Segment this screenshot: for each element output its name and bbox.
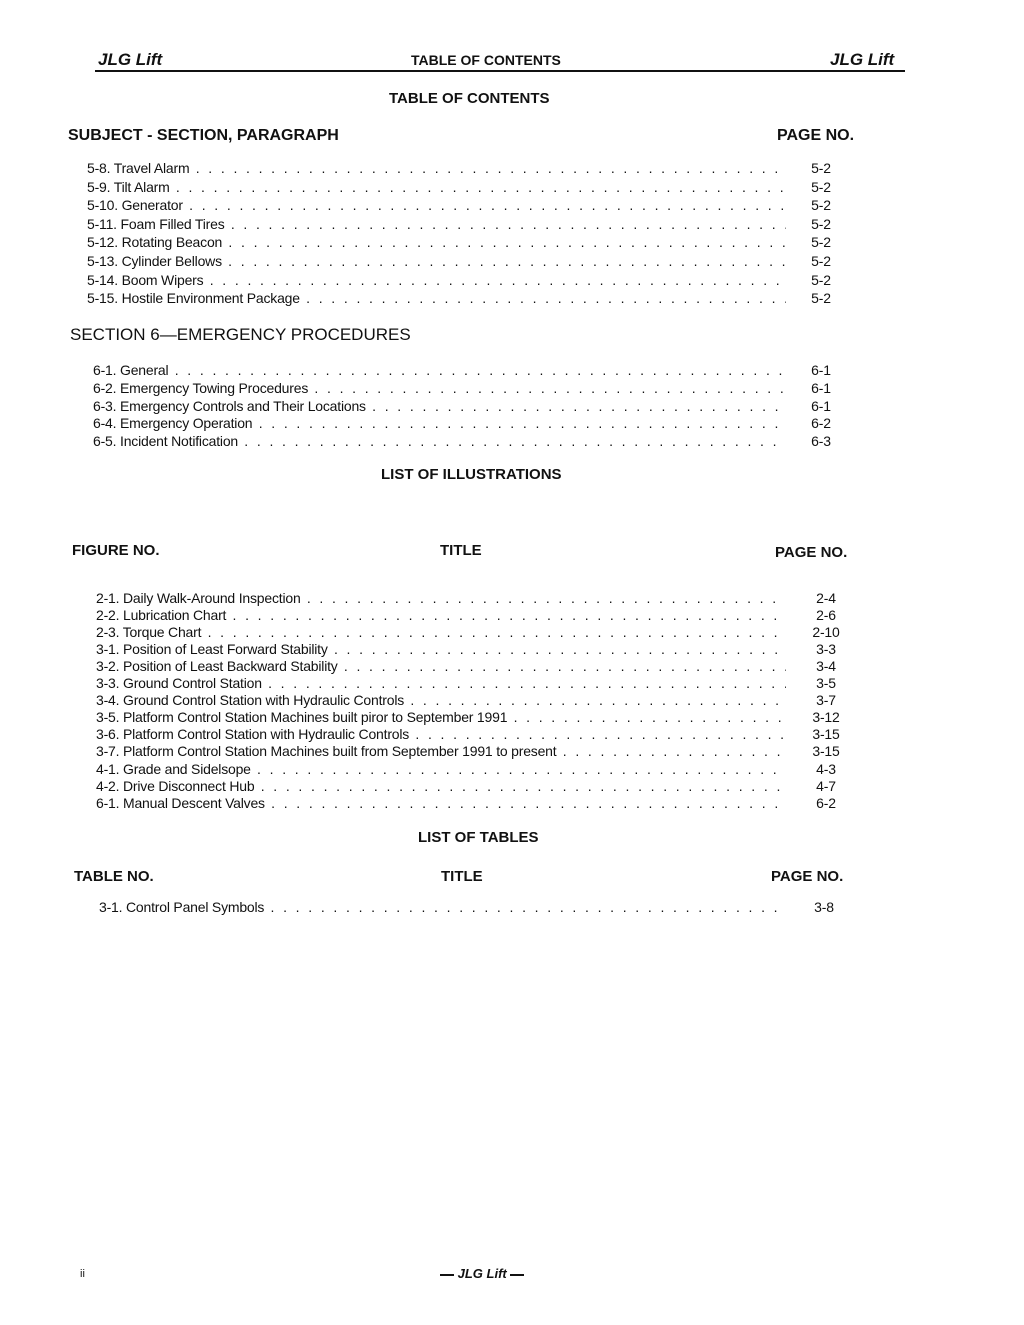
footer-page-number: ii <box>80 1268 85 1280</box>
table-entry-label: 3-1. Control Panel Symbols . . . <box>99 899 786 915</box>
toc-entry-label: 5-12. Rotating Beacon . . . <box>87 234 786 250</box>
illustrations-col-title: TITLE <box>440 542 482 559</box>
illustration-entry <box>96 761 853 778</box>
illustration-entry-label: 2-2. Lubrication Chart . . . <box>96 607 786 623</box>
illustration-entry-page: 3-12 <box>812 709 840 726</box>
toc-entry <box>93 433 848 450</box>
toc-entry-page: 6-3 <box>811 433 831 450</box>
illustration-entry-page: 4-3 <box>816 760 836 777</box>
illustration-entry <box>96 641 853 658</box>
illustration-entry-label: 2-1. Daily Walk-Around Inspection . . . <box>96 590 786 606</box>
toc-col-subject: SUBJECT - SECTION, PARAGRAPH <box>68 127 339 144</box>
toc-entry <box>87 197 848 214</box>
toc-entry-label: 5-11. Foam Filled Tires . . . <box>87 216 786 232</box>
illustration-entry-label: 3-2. Position of Least Backward Stability . . . <box>96 658 786 674</box>
illustration-entry <box>96 778 853 795</box>
toc-heading: TABLE OF CONTENTS <box>389 90 550 107</box>
illustration-entry <box>96 658 853 675</box>
header-title: TABLE OF CONTENTS <box>411 52 561 68</box>
toc-entry-page: 5-2 <box>811 178 831 195</box>
toc-entry-page: 5-2 <box>811 253 831 269</box>
toc-entry <box>87 216 848 233</box>
toc-entry <box>87 272 848 289</box>
toc-entry-label: 5-9. Tilt Alarm . . . <box>87 179 786 195</box>
illustrations-col-page: PAGE NO. <box>775 544 848 561</box>
toc-entry-label: 5-14. Boom Wipers . . . <box>87 272 786 288</box>
toc-entry-page: 5-2 <box>811 160 831 176</box>
illustration-entry-page: 3-7 <box>816 692 836 709</box>
illustration-entry-page: 2-10 <box>812 624 840 641</box>
illustration-entry <box>96 795 853 812</box>
illustrations-col-figure: FIGURE NO. <box>72 542 160 559</box>
illustration-entry-page: 3-5 <box>816 675 836 692</box>
illustration-entry-label: 2-3. Torque Chart . . . <box>96 624 786 640</box>
illustrations-heading: LIST OF ILLUSTRATIONS <box>381 466 562 483</box>
tables-col-table: TABLE NO. <box>74 868 154 885</box>
toc-entry-label: 6-1. General . . . <box>93 362 786 378</box>
toc-entry <box>87 290 848 307</box>
toc-entry-page: 5-2 <box>811 271 831 288</box>
illustration-entry-label: 6-1. Manual Descent Valves . . . <box>96 795 786 811</box>
illustration-entry-page: 3-15 <box>812 726 840 743</box>
illustration-entry-label: 3-1. Position of Least Forward Stability . . . <box>96 641 786 657</box>
toc-entry-page: 6-1 <box>811 397 831 414</box>
illustration-entry <box>96 624 853 641</box>
header-rule <box>95 70 905 72</box>
toc-entry <box>87 179 848 196</box>
toc-entry-page: 5-2 <box>811 215 831 232</box>
illustration-entry-label: 3-4. Ground Control Station with Hydraulic Controls . . . <box>96 692 786 708</box>
toc-entry-page: 5-2 <box>811 290 831 307</box>
toc-entry-page: 6-1 <box>811 362 831 378</box>
toc-entry-label: 6-2. Emergency Towing Procedures . . . <box>93 380 786 396</box>
illustration-entry-label: 4-2. Drive Disconnect Hub . . . <box>96 778 786 794</box>
toc-entry-label: 6-5. Incident Notification . . . <box>93 433 786 449</box>
section6-title: SECTION 6—EMERGENCY PROCEDURES <box>70 325 411 344</box>
illustration-entry <box>96 726 853 743</box>
toc-entry <box>87 253 848 270</box>
toc-entry-label: 6-4. Emergency Operation . . . <box>93 415 786 431</box>
toc-entry-label: 5-13. Cylinder Bellows . . . <box>87 253 786 269</box>
toc-entry-page: 5-2 <box>811 197 831 214</box>
table-entry-page: 3-8 <box>814 899 834 915</box>
illustration-entry-page: 2-4 <box>816 590 836 606</box>
header-brand-right: JLG Lift <box>830 50 895 69</box>
toc-entry <box>93 415 848 432</box>
illustration-entry-label: 3-5. Platform Control Station Machines built piror to September 1991 . . . <box>96 709 786 725</box>
illustration-entry-page: 3-4 <box>816 658 836 675</box>
illustration-entry-label: 3-6. Platform Control Station with Hydraulic Controls . . . <box>96 726 786 742</box>
illustration-entry-label: 3-7. Platform Control Station Machines built from September 1991 to present . . . <box>96 743 786 759</box>
tables-heading: LIST OF TABLES <box>418 829 539 846</box>
illustration-entry <box>96 607 853 624</box>
footer-brand-text: JLG Lift <box>457 1266 507 1281</box>
illustration-entry <box>96 709 853 726</box>
toc-col-page: PAGE NO. <box>777 127 855 144</box>
toc-entry <box>87 234 848 251</box>
toc-entry-label: 5-10. Generator . . . <box>87 197 786 213</box>
tables-col-title: TITLE <box>441 868 483 885</box>
illustration-entry-page: 2-6 <box>816 607 836 624</box>
illustration-entry-label: 4-1. Grade and Sidelsope . . . <box>96 761 786 777</box>
illustration-entry-page: 4-7 <box>816 777 836 794</box>
toc-entry-label: 5-8. Travel Alarm . . . <box>87 160 786 176</box>
header-brand-left: JLG Lift <box>98 50 163 69</box>
toc-entry-page: 5-2 <box>811 234 831 251</box>
illustration-entry <box>96 743 853 760</box>
toc-entry <box>93 362 848 379</box>
toc-entry-label: 6-3. Emergency Controls and Their Locations . . . <box>93 398 786 414</box>
illustration-entry <box>96 692 853 709</box>
illustration-entry-page: 6-2 <box>816 794 836 811</box>
tables-col-page: PAGE NO. <box>771 868 844 885</box>
toc-entry-page: 6-2 <box>811 415 831 432</box>
toc-entry <box>93 380 848 397</box>
illustration-entry-label: 3-3. Ground Control Station . . . <box>96 675 786 691</box>
toc-entry-label: 5-15. Hostile Environment Package . . . <box>87 290 786 306</box>
toc-entry-page: 6-1 <box>811 379 831 396</box>
toc-entry <box>87 160 848 177</box>
footer-brand <box>440 1266 524 1281</box>
illustration-entry <box>96 675 853 692</box>
toc-entry <box>93 398 848 415</box>
illustration-entry-page: 3-15 <box>812 743 840 760</box>
illustration-entry <box>96 590 853 607</box>
table-entry <box>99 899 851 916</box>
illustration-entry-page: 3-3 <box>816 641 836 658</box>
